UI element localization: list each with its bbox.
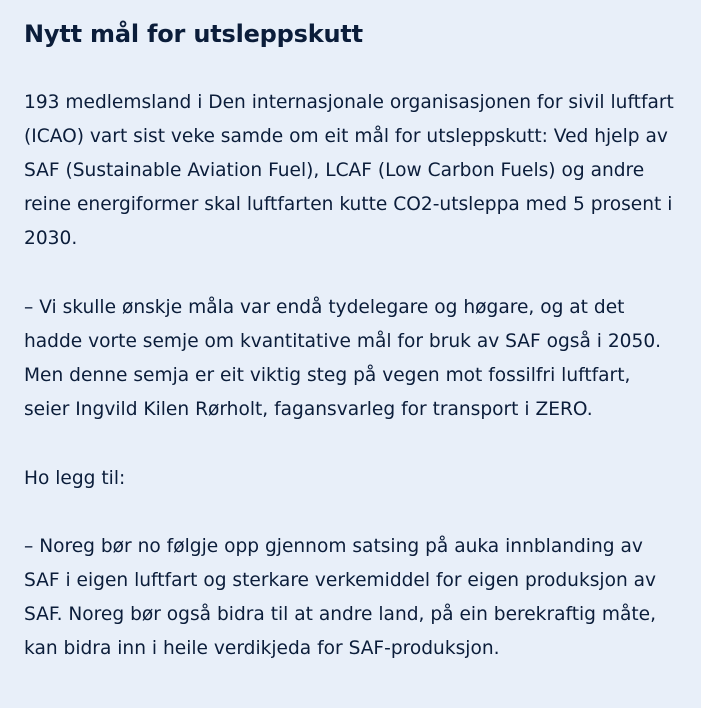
paragraph-ho-legg-til: Ho legg til: (24, 468, 126, 489)
paragraph-icao-goal: 193 medlemsland i Den internasjonale organisasjonen for sivil luftfart (ICAO) vart sist veke samde om eit mål for utsleppskutt: Ved hjelp av SAF (Sustainable Aviation Fuel), LCAF (Low Carbon Fuels) og andre reine energiformer skal luftfarten kutte CO2-utsleppa med 5 prosent i 2030. (24, 92, 674, 249)
section-heading: Nytt mål for utsleppskutt (24, 20, 363, 48)
paragraph-quote-noreg: – Noreg bør no følgje opp gjennom satsing på auka innblanding av SAF i eigen luftfart og sterkare verkemiddel for eigen produksjon av SAF. Noreg bør også bidra til at andre land, på ein berekraftig måte, kan bidra inn i heile verdikjeda for SAF-produksjon. (24, 536, 657, 659)
paragraph-quote-rorholt: – Vi skulle ønskje måla var endå tydelegare og høgare, og at det hadde vorte semje om kvantitative mål for bruk av SAF også i 2050. Men denne semja er eit viktig steg på vegen mot fossilfri luftfart, seier Ingvild Kilen Rørholt, fagansvarleg for transport i ZERO. (24, 297, 662, 420)
